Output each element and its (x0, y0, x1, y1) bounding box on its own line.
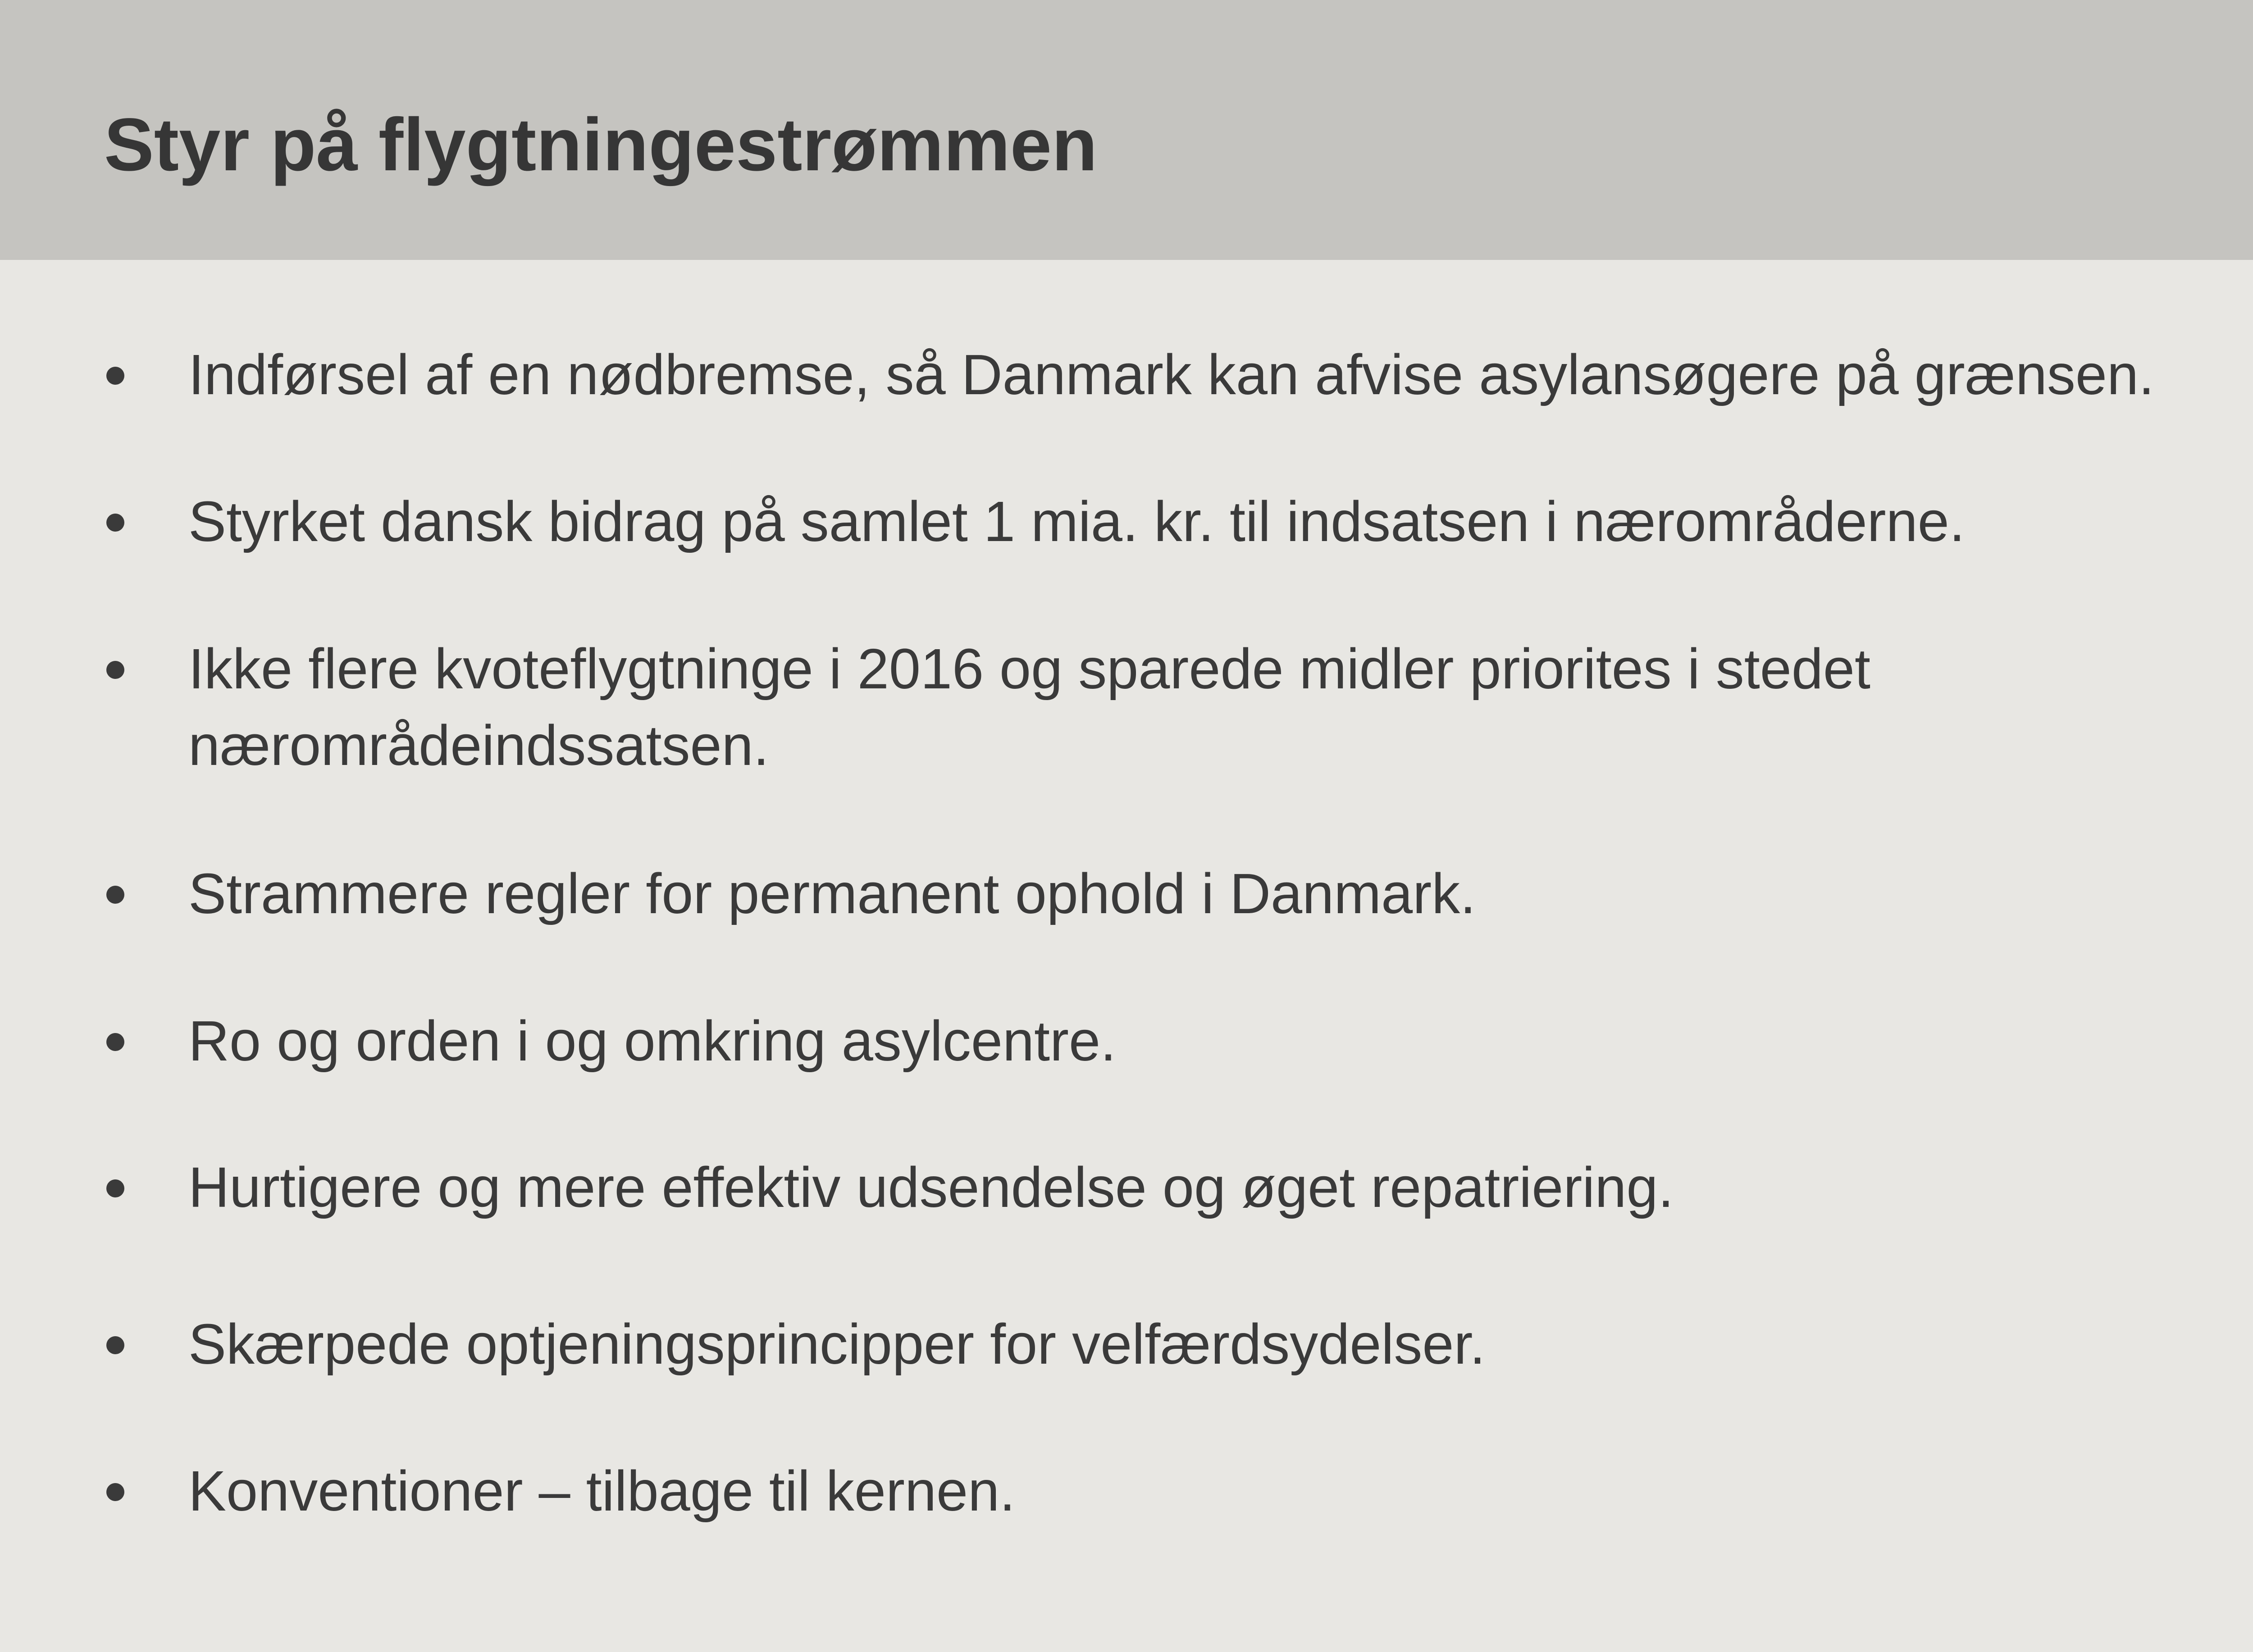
bullet-icon (106, 1033, 124, 1051)
slide-title: Styr på flygtningestrømmen (104, 103, 1098, 187)
list-item-text: Strammere regler for permanent ophold i Danmark. (188, 862, 1476, 925)
list-item-text: Skærpede optjeningsprincipper for velfærdsydelser. (188, 1312, 1486, 1376)
list-item-text: Ro og orden i og omkring asylcentre. (188, 1009, 1117, 1073)
bullet-icon (106, 1336, 124, 1354)
bullet-icon (106, 514, 124, 532)
slide-header (0, 0, 2253, 260)
bullet-icon (106, 1483, 124, 1501)
list-item-text: Indførsel af en nødbremse, så Danmark kan afvise asylansøgere på grænsen. (188, 343, 2155, 406)
list-item-text: Konventioner – tilbage til kernen. (188, 1459, 1016, 1523)
bullet-icon (106, 367, 124, 385)
list-item-text: Hurtigere og mere effektiv udsendelse og øget repatriering. (188, 1156, 1674, 1219)
list-item-text: Ikke flere kvoteflygtninge i 2016 og sparede midler priorites i stedet nærområdeindssatsen. (188, 637, 1870, 777)
list-item-text: Styrket dansk bidrag på samlet 1 mia. kr. til indsatsen i nærområderne. (188, 490, 1965, 553)
bullet-icon (106, 886, 124, 904)
bullet-icon (106, 1179, 124, 1197)
bullet-icon (106, 661, 124, 679)
